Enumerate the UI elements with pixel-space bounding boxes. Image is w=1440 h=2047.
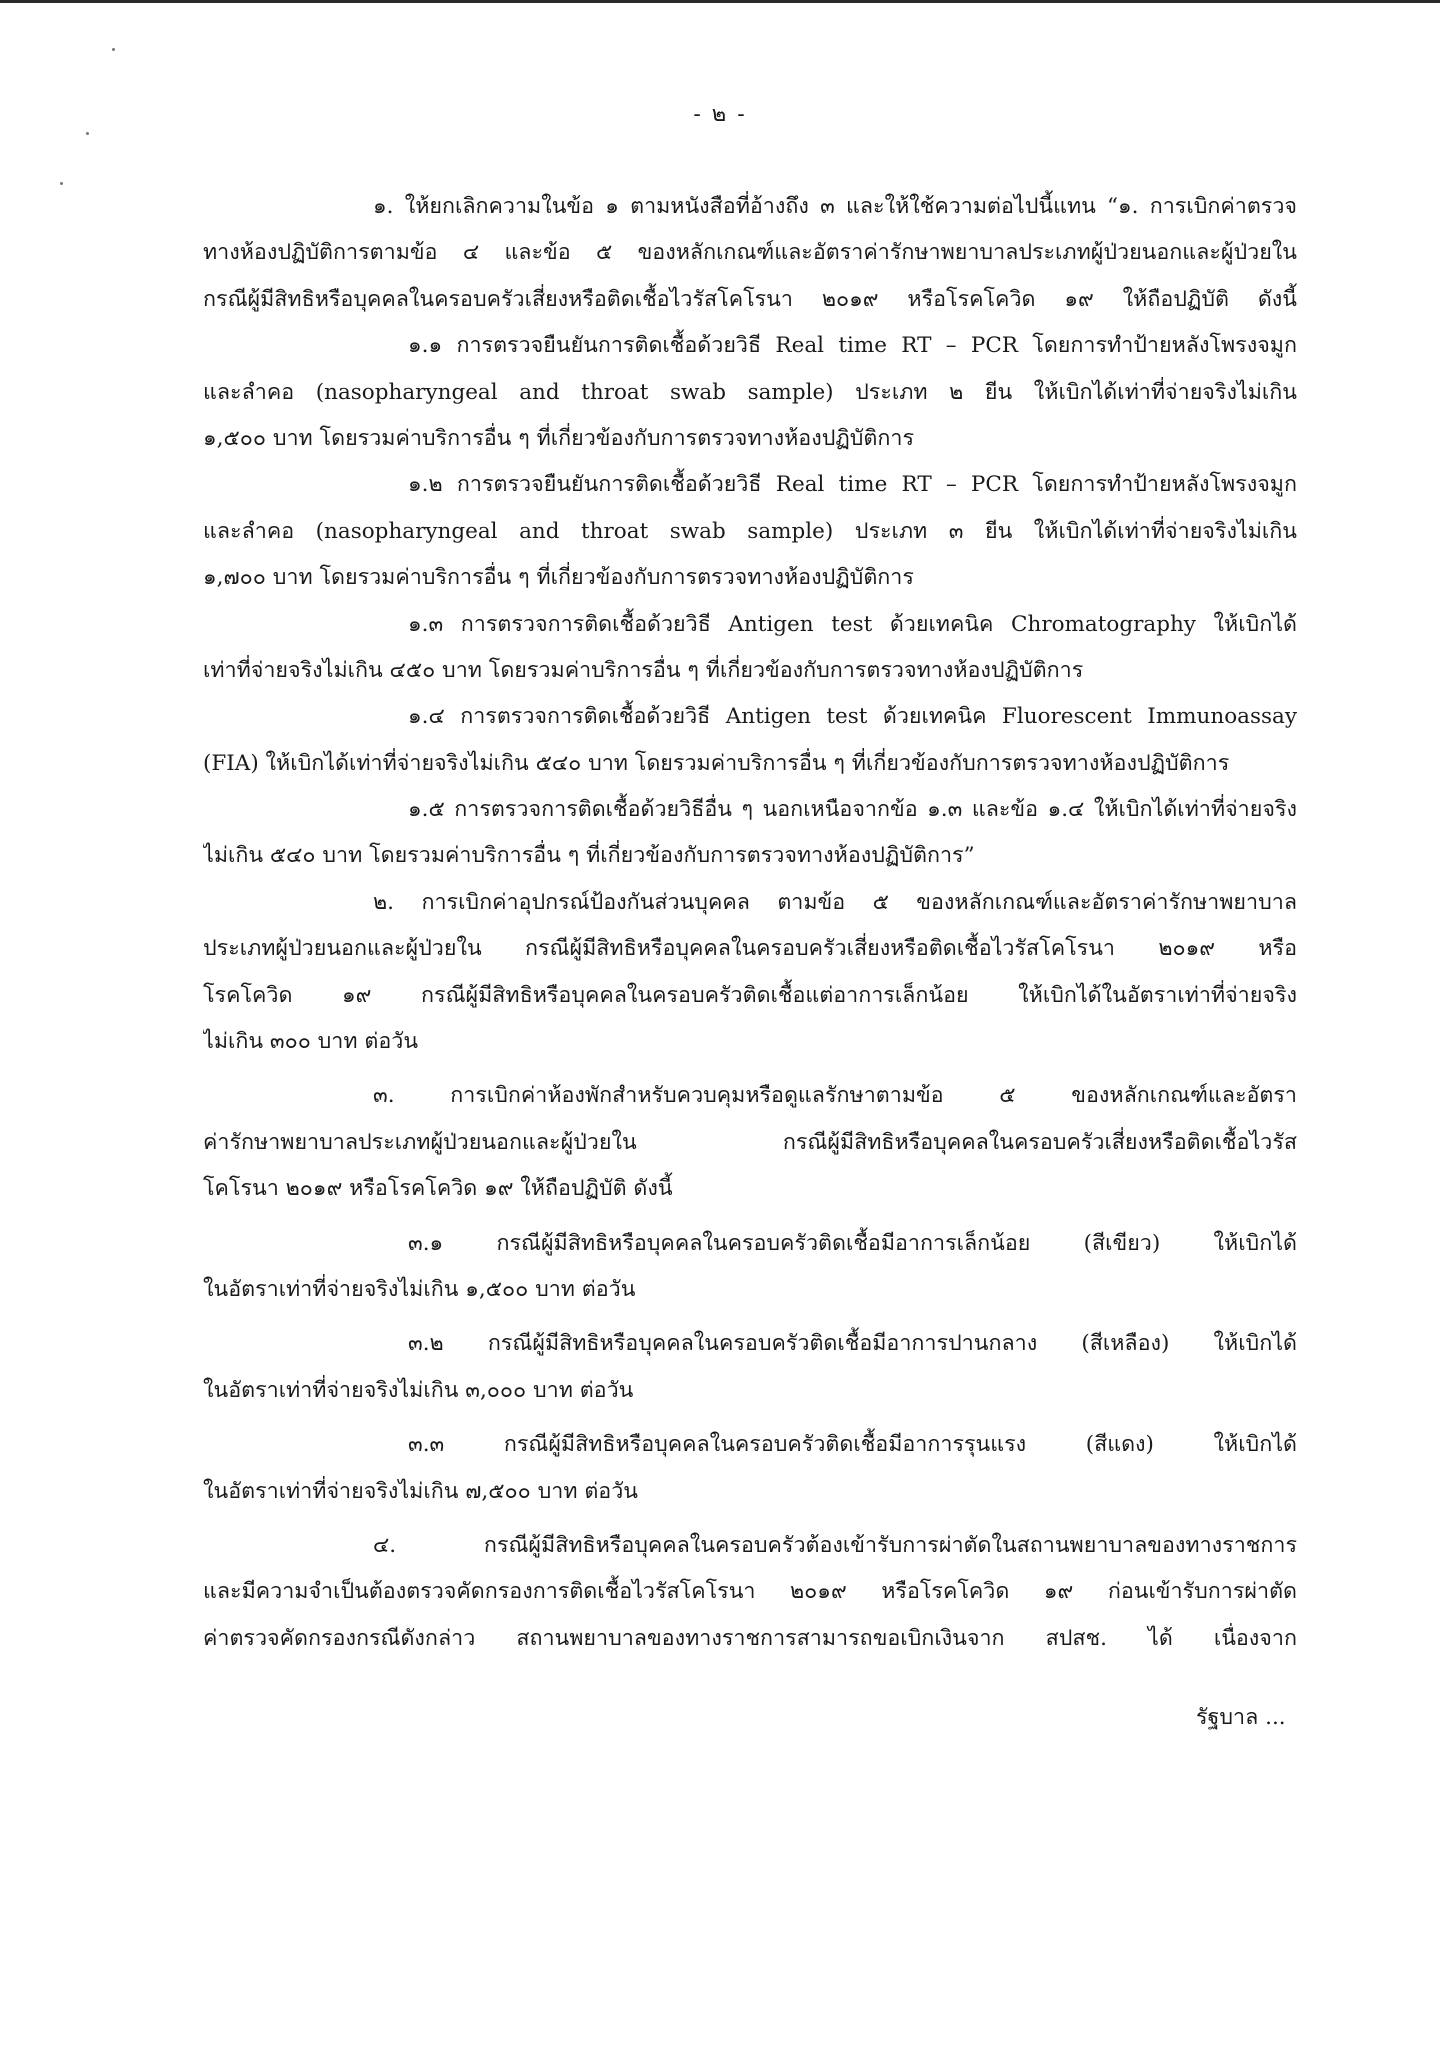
page-number: - ๒ - xyxy=(693,102,747,127)
scan-speck xyxy=(112,48,115,51)
page-top-edge xyxy=(0,0,1440,3)
text-line: ไม่เกิน ๕๔๐ บาท โดยรวมค่าบริการอื่น ๆ ที่เกี่ยวข้องกับการตรวจทางห้องปฏิบัติการ” xyxy=(203,843,975,869)
paragraph-gap xyxy=(203,1313,1297,1321)
text-line: ๓.๑ กรณีผู้มีสิทธิหรือบุคคลในครอบครัวติดเชื้อมีอาการเล็กน้อย (สีเขียว) ให้เบิกได้ xyxy=(408,1230,1297,1256)
text-line: ๓.๓ กรณีผู้มีสิทธิหรือบุคคลในครอบครัวติดเชื้อมีอาการรุนแรง (สีแดง) ให้เบิกได้ xyxy=(408,1432,1297,1458)
text-line: ๑.๔ การตรวจการติดเชื้อด้วยวิธี Antigen test ด้วยเทคนิค Fluorescent Immunoassay xyxy=(408,704,1297,730)
text-line: ทางห้องปฏิบัติการตามข้อ ๔ และข้อ ๕ ของหลักเกณฑ์และอัตราค่ารักษาพยาบาลประเภทผู้ป่วยนอกและผู้ป่วยใน xyxy=(203,240,1297,266)
text-line: ๑. ให้ยกเลิกความในข้อ ๑ ตามหนังสือที่อ้างถึง ๓ และให้ใช้ความต่อไปนี้แทน “๑. การเบิกค่าตรวจ xyxy=(373,194,1297,219)
text-line: ๑.๕ การตรวจการติดเชื้อด้วยวิธีอื่น ๆ นอกเหนือจากข้อ ๑.๓ และข้อ ๑.๔ ให้เบิกได้เท่าที่จ่ายจริง xyxy=(408,797,1297,823)
text-line: และลำคอ (nasopharyngeal and throat swab sample) ประเภท ๓ ยีน ให้เบิกได้เท่าที่จ่ายจริงไม่เกิน xyxy=(203,518,1297,544)
text-line: ๑.๒ การตรวจยืนยันการติดเชื้อด้วยวิธี Real time RT – PCR โดยการทำป้ายหลังโพรงจมูก xyxy=(408,472,1297,498)
text-line: ๓. การเบิกค่าห้องพักสำหรับควบคุมหรือดูแลรักษาตามข้อ ๕ ของหลักเกณฑ์และอัตรา xyxy=(373,1083,1297,1109)
continuation-marker: รัฐบาล ... xyxy=(1196,1705,1286,1730)
text-line: และมีความจำเป็นต้องตรวจคัดกรองการติดเชื้อไวรัสโคโรนา ๒๐๑๙ หรือโรคโควิด ๑๙ ก่อนเข้ารับการผ่าตัด xyxy=(203,1579,1297,1605)
text-line: ๔. กรณีผู้มีสิทธิหรือบุคคลในครอบครัวต้องเข้ารับการผ่าตัดในสถานพยาบาลของทางราชการ xyxy=(373,1532,1297,1558)
text-line: ๑,๕๐๐ บาท โดยรวมค่าบริการอื่น ๆ ที่เกี่ยวข้องกับการตรวจทางห้องปฏิบัติการ xyxy=(203,425,915,451)
paragraph-gap xyxy=(203,1414,1297,1422)
scan-speck xyxy=(60,182,63,185)
text-line: และลำคอ (nasopharyngeal and throat swab sample) ประเภท ๒ ยีน ให้เบิกได้เท่าที่จ่ายจริงไม่เกิน xyxy=(203,379,1297,405)
text-line: ๑.๑ การตรวจยืนยันการติดเชื้อด้วยวิธี Real time RT – PCR โดยการทำป้ายหลังโพรงจมูก xyxy=(408,333,1297,359)
text-line: โคโรนา ๒๐๑๙ หรือโรคโควิด ๑๙ ให้ถือปฏิบัติ ดังนี้ xyxy=(203,1176,673,1202)
text-line: เท่าที่จ่ายจริงไม่เกิน ๔๕๐ บาท โดยรวมค่าบริการอื่น ๆ ที่เกี่ยวข้องกับการตรวจทางห้องปฏิบัติการ xyxy=(203,657,1084,683)
text-line: ค่าตรวจคัดกรองกรณีดังกล่าว สถานพยาบาลของทางราชการสามารถขอเบิกเงินจาก สปสช. ได้ เนื่องจาก xyxy=(203,1625,1297,1651)
document-body xyxy=(203,184,1297,1662)
text-line: (FIA) ให้เบิกได้เท่าที่จ่ายจริงไม่เกิน ๕๔๐ บาท โดยรวมค่าบริการอื่น ๆ ที่เกี่ยวข้องกับการตรวจทางห้องปฏิบัติการ xyxy=(203,750,1230,776)
text-line: ในอัตราเท่าที่จ่ายจริงไม่เกิน ๑,๕๐๐ บาท ต่อวัน xyxy=(203,1276,636,1302)
text-line: ๑.๓ การตรวจการติดเชื้อด้วยวิธี Antigen test ด้วยเทคนิค Chromatography ให้เบิกได้ xyxy=(408,611,1297,637)
text-line: กรณีผู้มีสิทธิหรือบุคคลในครอบครัวเสี่ยงหรือติดเชื้อไวรัสโคโรนา ๒๐๑๙ หรือโรคโควิด ๑๙ ให้ถือปฏิบัติ ดังนี้ xyxy=(203,286,1297,312)
paragraph-gap xyxy=(203,1065,1297,1073)
text-line: ๓.๒ กรณีผู้มีสิทธิหรือบุคคลในครอบครัวติดเชื้อมีอาการปานกลาง (สีเหลือง) ให้เบิกได้ xyxy=(408,1331,1297,1357)
text-line: ในอัตราเท่าที่จ่ายจริงไม่เกิน ๗,๕๐๐ บาท ต่อวัน xyxy=(203,1478,638,1504)
paragraph-gap xyxy=(203,1515,1297,1523)
text-line: ๑,๗๐๐ บาท โดยรวมค่าบริการอื่น ๆ ที่เกี่ยวข้องกับการตรวจทางห้องปฏิบัติการ xyxy=(203,565,914,591)
text-line: ในอัตราเท่าที่จ่ายจริงไม่เกิน ๓,๐๐๐ บาท ต่อวัน xyxy=(203,1377,634,1403)
scan-speck xyxy=(86,132,89,135)
text-line: ประเภทผู้ป่วยนอกและผู้ป่วยใน กรณีผู้มีสิทธิหรือบุคคลในครอบครัวเสี่ยงหรือติดเชื้อไวรัสโคโรนา ๒๐๑๙ หรือ xyxy=(203,936,1297,962)
text-line: ค่ารักษาพยาบาลประเภทผู้ป่วยนอกและผู้ป่วยใน กรณีผู้มีสิทธิหรือบุคคลในครอบครัวเสี่ยงหรือติดเชื้อไวรัส xyxy=(203,1129,1297,1155)
text-line: ๒. การเบิกค่าอุปกรณ์ป้องกันส่วนบุคคล ตามข้อ ๕ ของหลักเกณฑ์และอัตราค่ารักษาพยาบาล xyxy=(373,889,1297,915)
text-line: โรคโควิด ๑๙ กรณีผู้มีสิทธิหรือบุคคลในครอบครัวติดเชื้อแต่อาการเล็กน้อย ให้เบิกได้ในอัตราเท่าที่จ่ายจริง xyxy=(203,982,1297,1008)
paragraph-gap xyxy=(203,1213,1297,1221)
text-line: ไม่เกิน ๓๐๐ บาท ต่อวัน xyxy=(203,1029,419,1055)
